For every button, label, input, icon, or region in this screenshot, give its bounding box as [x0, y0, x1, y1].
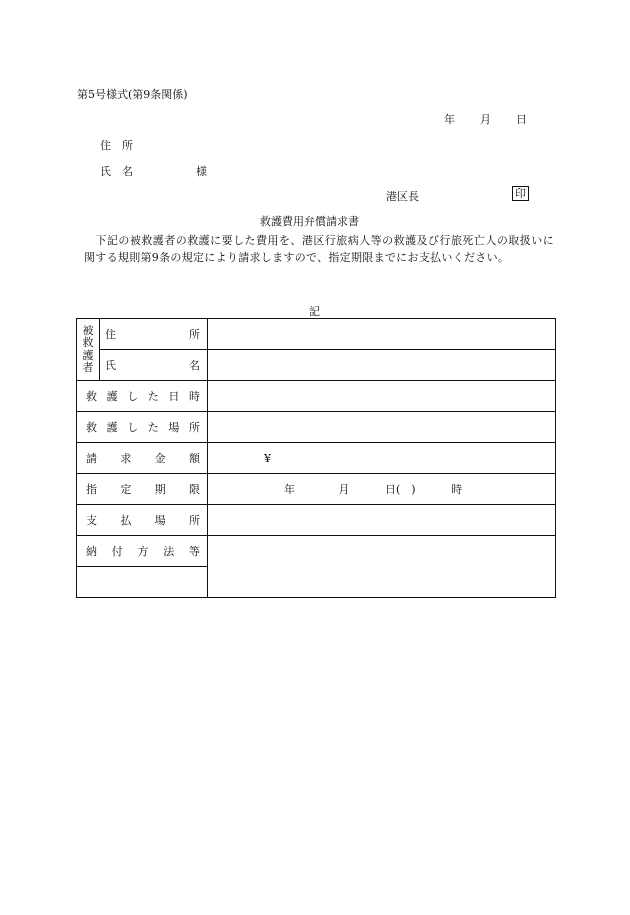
issuer-title: 港区長: [386, 190, 419, 203]
name-label-cell: 氏 名: [100, 350, 208, 381]
table-row-payment-method: [77, 536, 556, 567]
amount-label-cell: 請 求 金 額: [77, 443, 208, 474]
document-title: 救護費用弁償請求書: [260, 215, 359, 228]
amount-value-cell[interactable]: [208, 443, 556, 474]
table-row-rescue-place: [77, 412, 556, 443]
payment-place-label-cell: 支 払 場 所: [77, 505, 208, 536]
recipient-address-label: 住 所: [100, 139, 133, 152]
date-year-label: 年: [444, 113, 455, 126]
payment-method-label-cell: 納 付 方 法 等: [77, 536, 208, 567]
note-heading: 記: [309, 305, 320, 318]
address-label-cell: 住 所: [100, 319, 208, 350]
record-table: [76, 318, 556, 598]
deadline-label-cell: 指 定 期 限: [77, 474, 208, 505]
table-row-name: [77, 350, 556, 381]
rescue-datetime-value-cell[interactable]: [208, 381, 556, 412]
date-month-label: 月: [480, 113, 491, 126]
table-row-amount: [77, 443, 556, 474]
seal-mark: 印: [512, 186, 529, 201]
rescue-datetime-label-cell: 救 護 し た 日 時: [77, 381, 208, 412]
deadline-value-cell[interactable]: [208, 474, 556, 505]
form-number: 第5号様式(第9条関係): [77, 88, 188, 101]
deadline-day: 日( ): [385, 483, 416, 496]
date-day-label: 日: [516, 113, 527, 126]
body-paragraph: 下記の被救護者の救護に要した費用を、港区行旅病人等の救護及び行旅死亡人の取扱いに関する規則第9条の規定により請求しますので、指定期限までにお支払いください。: [84, 234, 554, 264]
payment-place-value-cell[interactable]: [208, 505, 556, 536]
rescue-place-label-cell: 救 護 し た 場 所: [77, 412, 208, 443]
payment-method-extra-cell: [77, 567, 208, 598]
table-row-address: [77, 319, 556, 350]
recipient-honorific: 様: [196, 165, 207, 178]
recipient-name-label: 氏 名: [100, 165, 133, 178]
rescued-person-label: 被 救 護 者: [77, 319, 100, 381]
address-value-cell[interactable]: [208, 319, 556, 350]
deadline-month: 月: [338, 483, 350, 496]
rescue-place-value-cell[interactable]: [208, 412, 556, 443]
deadline-year: 年: [284, 483, 295, 496]
name-value-cell[interactable]: [208, 350, 556, 381]
table-row-deadline: [77, 474, 556, 505]
deadline-hour: 時: [451, 483, 463, 496]
yen-sign: ¥: [264, 451, 271, 465]
table-row-rescue-datetime: [77, 381, 556, 412]
table-row-payment-place: [77, 505, 556, 536]
payment-method-value-cell[interactable]: [208, 536, 556, 598]
